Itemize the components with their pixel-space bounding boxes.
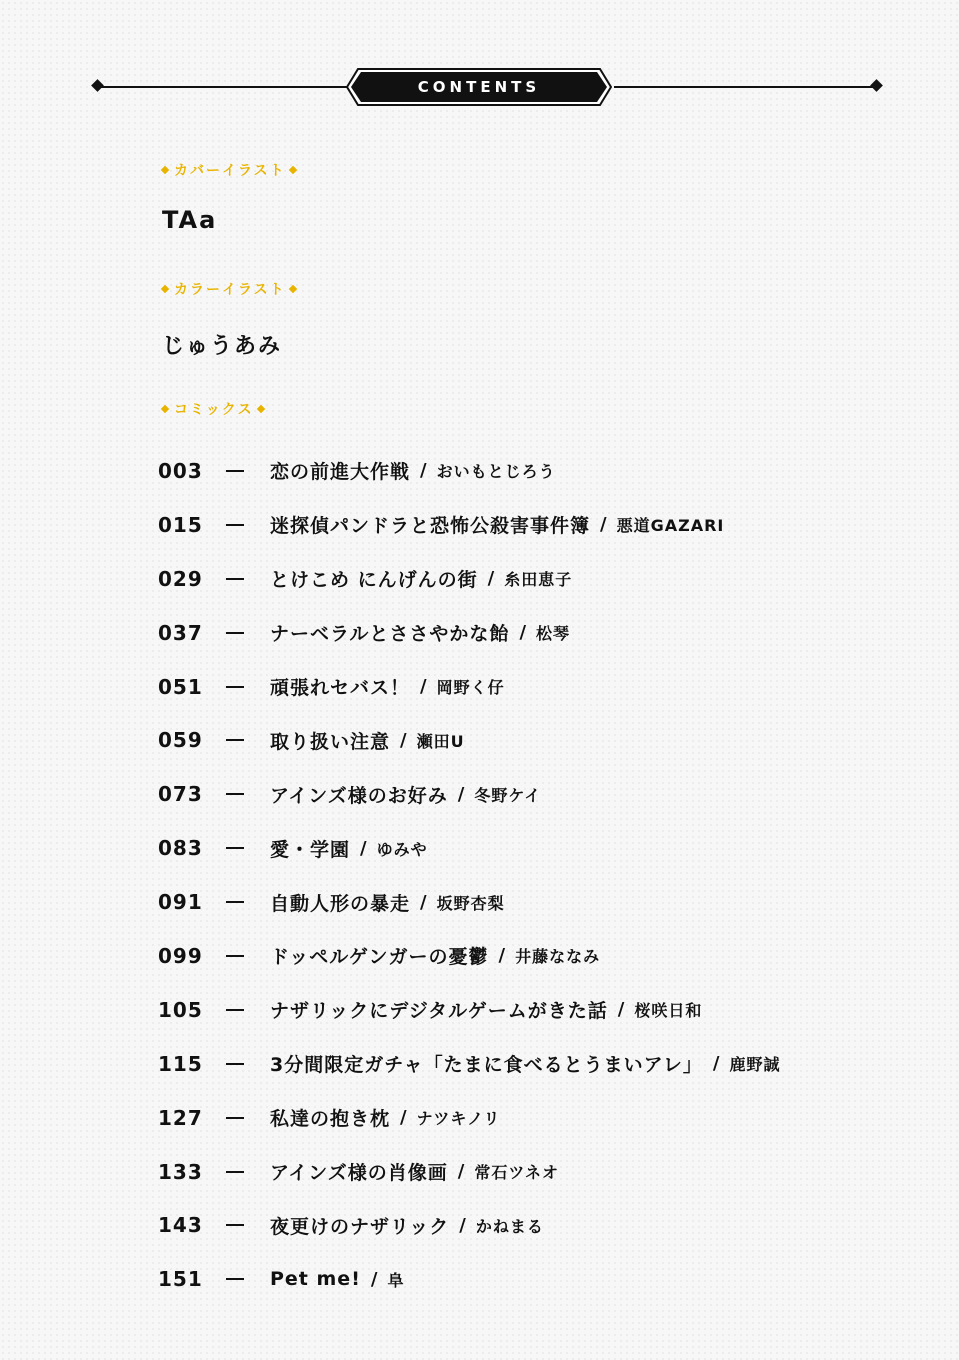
page-number: 099 bbox=[158, 943, 203, 968]
slash-separator: / bbox=[487, 568, 495, 590]
slash-separator: / bbox=[600, 514, 607, 536]
toc-entry bbox=[158, 498, 878, 552]
page-number: 105 bbox=[158, 997, 203, 1022]
toc-entry bbox=[158, 713, 878, 767]
toc-entry bbox=[158, 1037, 878, 1091]
header-right-rule bbox=[614, 86, 876, 88]
dash-separator bbox=[226, 1009, 244, 1011]
page-number: 051 bbox=[158, 674, 203, 699]
comic-author: 糸田恵子 bbox=[504, 570, 573, 590]
toc-entry bbox=[158, 1145, 878, 1199]
page-number: 143 bbox=[158, 1213, 203, 1238]
comic-author: 冬野ケイ bbox=[474, 785, 542, 805]
slash-separator: / bbox=[459, 1214, 466, 1236]
comic-title: Pet me! bbox=[270, 1268, 361, 1291]
gem-icon bbox=[161, 284, 169, 292]
comic-author: 瀬田U bbox=[416, 731, 465, 751]
gem-icon bbox=[256, 404, 264, 412]
slash-separator: / bbox=[400, 1107, 407, 1129]
toc-entry bbox=[158, 929, 878, 983]
contents-header bbox=[90, 68, 884, 106]
comic-author: 坂野杏梨 bbox=[436, 893, 505, 913]
slash-separator: / bbox=[457, 1161, 465, 1183]
comic-title: 恋の前進大作戦 bbox=[270, 461, 411, 484]
page-number: 015 bbox=[158, 512, 203, 537]
comic-author: 井藤ななみ bbox=[515, 947, 601, 967]
dash-separator bbox=[226, 847, 244, 849]
slash-separator: / bbox=[617, 999, 625, 1021]
gem-icon bbox=[288, 165, 296, 173]
dash-separator bbox=[226, 739, 244, 741]
page-number: 151 bbox=[158, 1267, 203, 1292]
color-illustration-label: カラーイラスト bbox=[158, 280, 302, 300]
cover-illustration-label: カバーイラスト bbox=[158, 161, 302, 181]
header-right-diamond bbox=[870, 79, 883, 92]
toc-entry bbox=[158, 1091, 878, 1145]
comic-title: 自動人形の暴走 bbox=[270, 892, 411, 915]
comic-title: 迷探偵パンドラと恐怖公殺害事件簿 bbox=[270, 515, 591, 538]
slash-separator: / bbox=[498, 945, 506, 967]
dash-separator bbox=[226, 901, 244, 903]
comic-author: 岡野く仔 bbox=[436, 678, 505, 697]
comic-author: おいもとじろう bbox=[436, 462, 556, 482]
comic-author: 常石ツネオ bbox=[474, 1163, 559, 1183]
comic-title: ナザリックにデジタルゲームがきた話 bbox=[270, 1000, 608, 1023]
page-number: 091 bbox=[158, 890, 203, 915]
comic-title: ドッペルゲンガーの憂鬱 bbox=[270, 946, 489, 969]
gem-icon bbox=[288, 284, 296, 292]
page-number: 059 bbox=[158, 728, 203, 753]
dash-separator bbox=[226, 686, 244, 688]
comic-title: 愛・学園 bbox=[270, 838, 351, 861]
comic-title: アインズ様の肖像画 bbox=[270, 1162, 448, 1185]
page-number: 115 bbox=[158, 1051, 203, 1076]
toc-entry bbox=[158, 983, 878, 1037]
comic-title: アインズ様のお好み bbox=[270, 784, 448, 807]
gem-icon bbox=[161, 404, 169, 412]
toc-entry bbox=[158, 821, 878, 875]
dash-separator bbox=[226, 524, 244, 526]
page-number: 029 bbox=[158, 566, 203, 591]
dash-separator bbox=[226, 1171, 244, 1173]
slash-separator: / bbox=[400, 729, 407, 751]
dash-separator bbox=[226, 793, 244, 795]
dash-separator bbox=[226, 470, 244, 472]
cover-illustration-artist: TAa bbox=[162, 206, 218, 234]
toc-entry bbox=[158, 660, 878, 714]
comic-title: 頑張れセバス！ bbox=[270, 677, 411, 699]
color-illustration-artist: じゅうあみ bbox=[162, 334, 283, 359]
dash-separator bbox=[226, 1224, 244, 1226]
header-left-rule bbox=[98, 86, 360, 88]
toc-entry bbox=[158, 767, 878, 821]
comic-author: 阜 bbox=[387, 1270, 405, 1290]
slash-separator: / bbox=[457, 783, 465, 805]
dash-separator bbox=[226, 955, 244, 957]
dash-separator bbox=[226, 578, 244, 580]
slash-separator: / bbox=[420, 891, 427, 913]
dash-separator bbox=[226, 632, 244, 634]
dash-separator bbox=[226, 1117, 244, 1119]
comic-author: 桜咲日和 bbox=[634, 1001, 703, 1021]
page-number: 073 bbox=[158, 782, 203, 807]
toc-entry bbox=[158, 606, 878, 660]
slash-separator: / bbox=[370, 1268, 378, 1290]
comic-author: ナツキノリ bbox=[416, 1109, 501, 1129]
gem-icon bbox=[161, 165, 169, 173]
comic-title: とけこめ にんげんの街 bbox=[270, 569, 478, 592]
comic-title: 夜更けのナザリック bbox=[270, 1215, 450, 1238]
page-number: 003 bbox=[158, 458, 203, 483]
comic-author: かねまる bbox=[475, 1216, 544, 1236]
page-number: 037 bbox=[158, 620, 203, 645]
dash-separator bbox=[226, 1278, 244, 1280]
slash-separator: / bbox=[360, 837, 367, 859]
contents-title: CONTENTS bbox=[417, 78, 541, 96]
comic-title: ナーベラルとささやかな飴 bbox=[270, 623, 510, 646]
comic-author: 鹿野誠 bbox=[729, 1055, 781, 1075]
toc-entry bbox=[158, 875, 878, 929]
comics-label: コミックス bbox=[158, 400, 270, 420]
slash-separator: / bbox=[420, 676, 427, 697]
dash-separator bbox=[226, 1063, 244, 1065]
comic-title: 3分間限定ガチャ「たまに食べるとうまいアレ」 bbox=[270, 1054, 703, 1077]
slash-separator: / bbox=[420, 460, 427, 482]
page-number: 133 bbox=[158, 1159, 203, 1184]
page-number: 127 bbox=[158, 1105, 203, 1130]
toc-entry bbox=[158, 1252, 878, 1306]
comic-author: ゆみや bbox=[376, 839, 428, 859]
comic-author: 悪道GAZARI bbox=[616, 516, 725, 536]
comic-author: 松琴 bbox=[536, 624, 571, 644]
slash-separator: / bbox=[519, 622, 527, 644]
comics-list bbox=[158, 444, 878, 1306]
comic-title: 私達の抱き枕 bbox=[270, 1108, 391, 1131]
toc-entry bbox=[158, 444, 878, 498]
toc-entry bbox=[158, 1198, 878, 1252]
comic-title: 取り扱い注意 bbox=[270, 730, 391, 753]
toc-entry bbox=[158, 552, 878, 606]
slash-separator: / bbox=[712, 1053, 720, 1075]
page-number: 083 bbox=[158, 836, 203, 861]
